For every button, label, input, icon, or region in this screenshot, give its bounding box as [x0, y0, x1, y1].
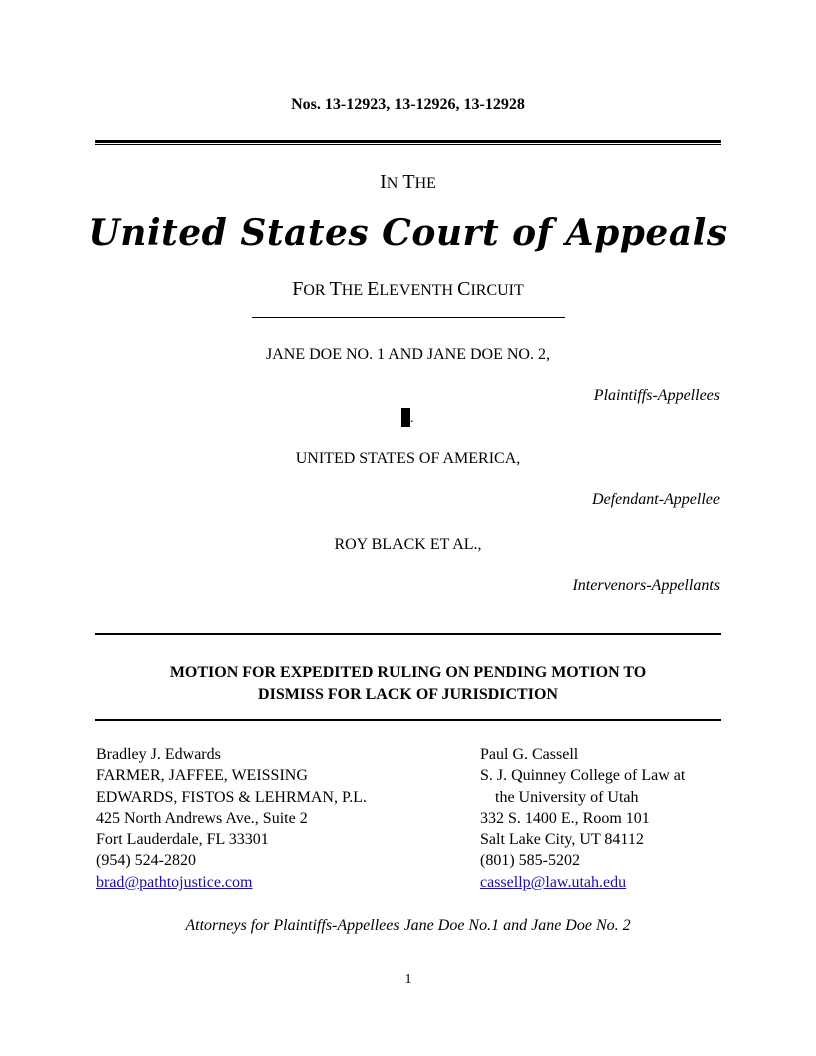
in-the-small-n: N	[386, 175, 403, 192]
counsel-right-email-link[interactable]: cassellp@law.utah.edu	[480, 873, 627, 891]
motion-bottom-rule	[95, 719, 721, 721]
plaintiffs-name: JANE DOE NO. 1 AND JANE DOE NO. 2,	[266, 346, 550, 363]
circuit-underline	[252, 317, 565, 318]
page-number: 1	[404, 972, 412, 987]
counsel-right-address-1: 332 S. 1400 E., Room 101	[480, 809, 650, 827]
in-the-heading	[0, 171, 816, 194]
defendant-role: Defendant-Appellee	[592, 491, 720, 508]
counsel-left-name: Bradley J. Edwards	[96, 746, 221, 763]
case-numbers: Nos. 13-12923, 13-12926, 13-12928	[291, 96, 525, 113]
counsel-left-firm-2: EDWARDS, FISTOS & LEHRMAN, P.L.	[96, 788, 367, 806]
plaintiffs-role: Plaintiffs-Appellees	[593, 387, 720, 404]
versus-redaction-mark	[401, 408, 410, 427]
counsel-left-phone: (954) 524-2820	[96, 852, 196, 870]
in-the-cap-t: T	[402, 171, 415, 193]
counsel-right-address-2: Salt Lake City, UT 84112	[480, 831, 644, 849]
court-name: United States Court of Appeals	[88, 212, 728, 254]
counsel-left-block	[96, 744, 367, 893]
circuit-small-4: IRCUIT	[470, 282, 524, 299]
intervenors-name: ROY BLACK ET AL.,	[334, 536, 482, 553]
header-double-rule	[95, 140, 721, 145]
counsel-left-address-2: Fort Lauderdale, FL 33301	[96, 831, 269, 849]
defendant-name: UNITED STATES OF AMERICA,	[295, 450, 521, 467]
counsel-right-org-2: the University of Utah	[495, 788, 639, 806]
in-the-cap-i: I	[380, 171, 387, 193]
circuit-small-2: HE	[341, 282, 368, 299]
motion-title	[0, 662, 816, 706]
versus-period: .	[410, 411, 414, 426]
circuit-small-3: LEVENTH	[379, 282, 458, 299]
circuit-cap-3: E	[367, 278, 380, 300]
circuit-cap-4: C	[457, 278, 471, 300]
attorneys-for-line: Attorneys for Plaintiffs-Appellees Jane Doe No.1 and Jane Doe No. 2	[185, 917, 631, 934]
counsel-right-org-1: S. J. Quinney College of Law at	[480, 767, 686, 785]
circuit-cap-2: T	[329, 278, 342, 300]
counsel-right-block	[480, 744, 685, 893]
motion-title-line-2: DISMISS FOR LACK OF JURISDICTION	[258, 686, 558, 703]
motion-top-rule	[95, 633, 721, 635]
counsel-left-email-link[interactable]: brad@pathtojustice.com	[96, 873, 253, 891]
motion-title-line-1: MOTION FOR EXPEDITED RULING ON PENDING MOTION TO	[169, 664, 647, 681]
counsel-right-phone: (801) 585-5202	[480, 852, 580, 870]
counsel-right-name: Paul G. Cassell	[480, 746, 579, 763]
circuit-heading	[0, 278, 816, 301]
counsel-left-firm-1: FARMER, JAFFEE, WEISSING	[96, 767, 308, 785]
counsel-left-address-1: 425 North Andrews Ave., Suite 2	[96, 809, 308, 827]
intervenors-role: Intervenors-Appellants	[572, 577, 720, 594]
circuit-small-1: OR	[303, 282, 330, 299]
in-the-small-he: HE	[414, 175, 436, 192]
circuit-cap-1: F	[292, 278, 304, 300]
